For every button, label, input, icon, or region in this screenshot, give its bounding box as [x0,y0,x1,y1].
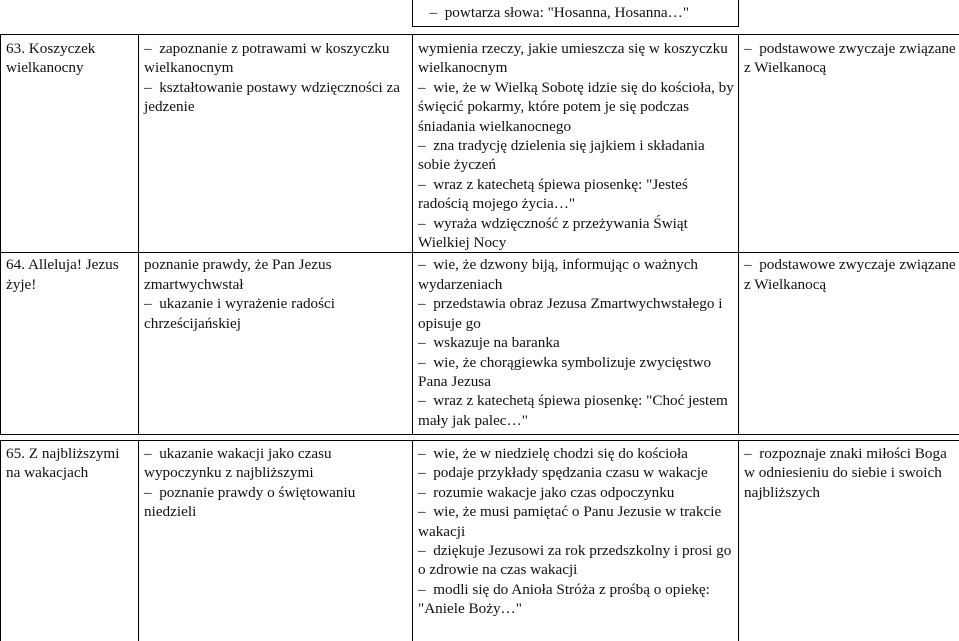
list-item: – przedstawia obraz Jezusa Zmartwychwstałego i opisuje go [418,294,735,333]
list-item: – wie, że chorągiewka symbolizuje zwycięstwo Pana Jezusa [418,353,735,392]
curriculum-table-part-1 [0,34,959,435]
list-item: – wraz z katechetą śpiewa piosenkę: "Choć jestem mały jak palec…" [418,391,735,430]
list-item: – modli się do Anioła Stróża z prośbą o opiekę: "Aniele Boży…" [418,580,735,619]
list-item: – wraz z katechetą śpiewa piosenkę: "Jesteś radością mojego życia…" [418,175,735,214]
lesson-goals-cell [139,441,413,641]
list-item: – wskazuje na baranka [418,333,735,352]
list-item: – wie, że w Wielką Sobotę idzie się do kościoła, by święcić pokarmy, które potem je się podczas śniadania wielkanocnego [418,78,735,136]
lesson-notes-cell [739,253,959,435]
list-item: – ukazanie wakacji jako czasu wypoczynku z najbliższymi [144,444,409,483]
lesson-outcomes-cell [413,441,739,641]
lesson-outcomes-cell [413,35,739,253]
lesson-topic-cell [1,253,139,435]
list-item: – podstawowe zwyczaje związane z Wielkanocą [744,39,956,78]
lesson-topic: 64. Alleluja! Jezus żyje! [6,256,119,292]
list-item: – wie, że w niedzielę chodzi się do kościoła [418,444,735,463]
list-item: – zna tradycję dzielenia się jajkiem i składania sobie życzeń [418,136,735,175]
list-item: poznanie prawdy, że Pan Jezus zmartwychwstał [144,255,409,294]
list-item: – kształtowanie postawy wdzięczności za jedzenie [144,78,409,117]
lesson-goals-cell [139,253,413,435]
lesson-topic-cell [1,35,139,253]
lesson-goals-cell [139,35,413,253]
list-item: – dziękuje Jezusowi za rok przedszkolny i prosi go o zdrowie na czas wakacji [418,541,735,580]
top-fragment-outcome [412,0,738,26]
lesson-topic: 63. Koszyczek wielkanocny [6,40,95,76]
list-item: – rozumie wakacje jako czas odpoczynku [418,483,735,502]
list-item: – zapoznanie z potrawami w koszyczku wielkanocnym [144,39,409,78]
lesson-outcomes-cell [413,253,739,435]
list-item: – podstawowe zwyczaje związane z Wielkanocą [744,255,956,294]
lesson-topic: 65. Z najbliższymi na wakacjach [6,445,119,481]
lesson-notes-cell [739,35,959,253]
list-item: – poznanie prawdy o świętowaniu niedzieli [144,483,409,522]
list-item: – wyraża wdzięczność z przeżywania Świąt Wielkiej Nocy [418,214,735,253]
list-item: – wie, że dzwony biją, informując o ważnych wydarzeniach [418,255,735,294]
list-item: – rozpoznaje znaki miłości Boga w odniesieniu do siebie i swoich najbliższych [744,444,956,502]
list-item: – ukazanie i wyrażenie radości chrześcijańskiej [144,294,409,333]
lesson-notes-cell [739,441,959,641]
list-item: – podaje przykłady spędzania czasu w wakacje [418,463,735,482]
lesson-topic-cell [1,441,139,641]
table-row [1,441,959,641]
curriculum-table-part-2 [0,440,959,641]
table-row [1,253,959,435]
list-item: – wie, że musi pamiętać o Panu Jezusie w trakcie wakacji [418,502,735,541]
table-row [1,35,959,253]
list-item: wymienia rzeczy, jakie umieszcza się w koszyczku wielkanocnym [418,39,735,78]
top-fragment-table [0,0,959,27]
top-fragment-text: – powtarza słowa: "Hosanna, Hosanna…" [430,3,735,22]
